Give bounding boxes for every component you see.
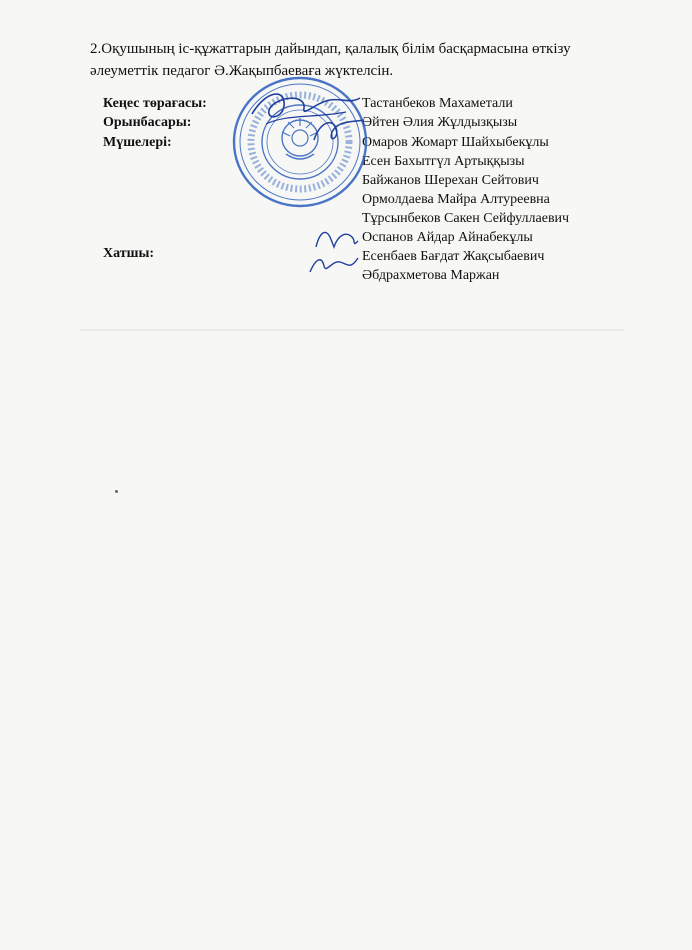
member-name: Есен Бахытгүл Артыққызы: [362, 154, 525, 169]
role-deputy: Орынбасары:: [103, 115, 192, 130]
member-name: Әйтен Әлия Жұлдызқызы: [362, 115, 518, 130]
member-name: Оспанов Айдар Айнабекұлы: [362, 230, 533, 245]
member-name: Байжанов Шерехан Сейтович: [362, 173, 539, 188]
role-members: Мүшелері:: [103, 135, 172, 150]
signature-deputy: [310, 114, 370, 148]
member-name: Тұрсынбеков Сакен Сейфуллаевич: [362, 211, 570, 226]
member-name: Тастанбеков Махаметали: [362, 96, 513, 111]
member-name: Ормолдаева Майра Алтуреевна: [362, 192, 550, 207]
role-secretary: Хатшы:: [103, 246, 155, 261]
member-name: Есенбаев Бағдат Жақсыбаевич: [362, 249, 545, 264]
paragraph-item-2: 2.Оқушының іс-құжаттарын дайындап, қалалық білім басқармасына өткізу әлеуметтік педагог Ә.Жақыпбаеваға жүктелсін.: [90, 41, 571, 79]
signature-secretary: [306, 250, 362, 278]
scan-speck: [115, 490, 118, 493]
role-chairman: Кеңес төрағасы:: [103, 96, 207, 111]
bleed-through-text: ───────────────────────────────────────────────────────────: [80, 322, 624, 337]
member-name: Әбдрахметова Маржан: [362, 268, 500, 283]
member-name: Омаров Жомарт Шайхыбекұлы: [362, 135, 549, 150]
